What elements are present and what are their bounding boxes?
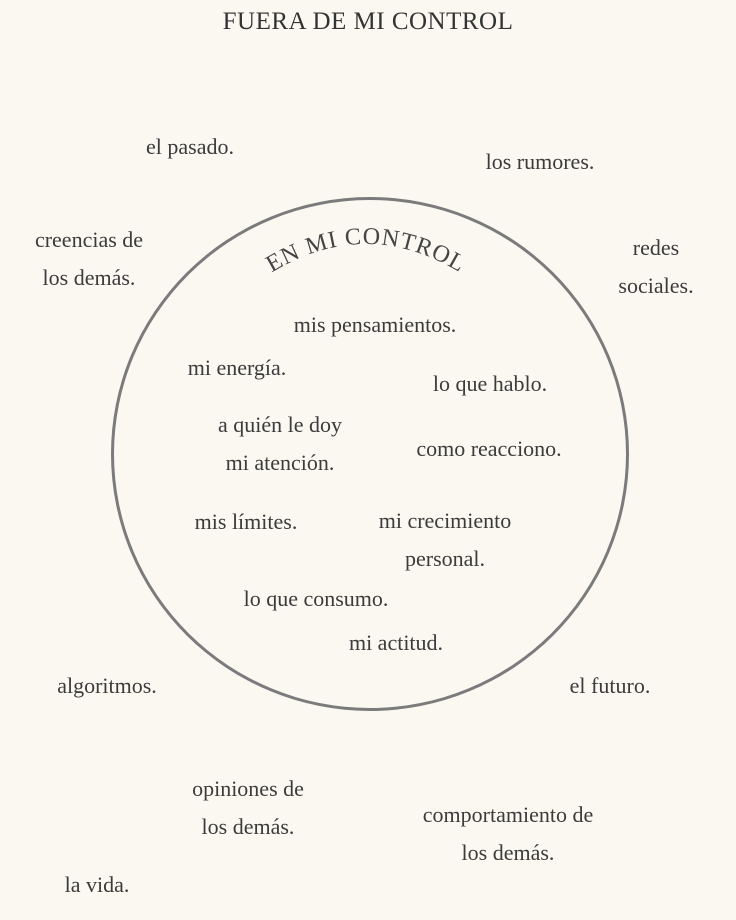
svg-text:EN MI CONTROL <box>262 224 470 278</box>
outside-item: creencias de los demás. <box>34 227 144 290</box>
inside-item: mis pensamientos. <box>293 312 457 337</box>
outside-item: el futuro. <box>569 673 651 698</box>
outside-item: comportamiento de los demás. <box>422 802 594 865</box>
inside-item: lo que hablo. <box>432 371 548 396</box>
inside-item: mi actitud. <box>348 630 444 655</box>
outside-item: el pasado. <box>146 134 234 159</box>
inside-item: a quién le doy mi atención. <box>217 412 343 475</box>
inside-item: como reacciono. <box>416 436 562 461</box>
outside-item: algoritmos. <box>57 673 157 698</box>
inside-item: mi crecimiento personal. <box>378 508 512 571</box>
outside-item: la vida. <box>64 872 130 897</box>
outside-item: los rumores. <box>485 149 595 174</box>
inside-item: mis límites. <box>194 509 298 534</box>
inside-item: lo que consumo. <box>243 586 389 611</box>
inside-item: mi energía. <box>187 355 287 380</box>
outer-title: FUERA DE MI CONTROL <box>222 8 514 35</box>
outside-item: redes sociales. <box>618 235 694 298</box>
inner-title: EN MI CONTROL <box>261 223 471 278</box>
outside-item: opiniones de los demás. <box>192 776 304 839</box>
